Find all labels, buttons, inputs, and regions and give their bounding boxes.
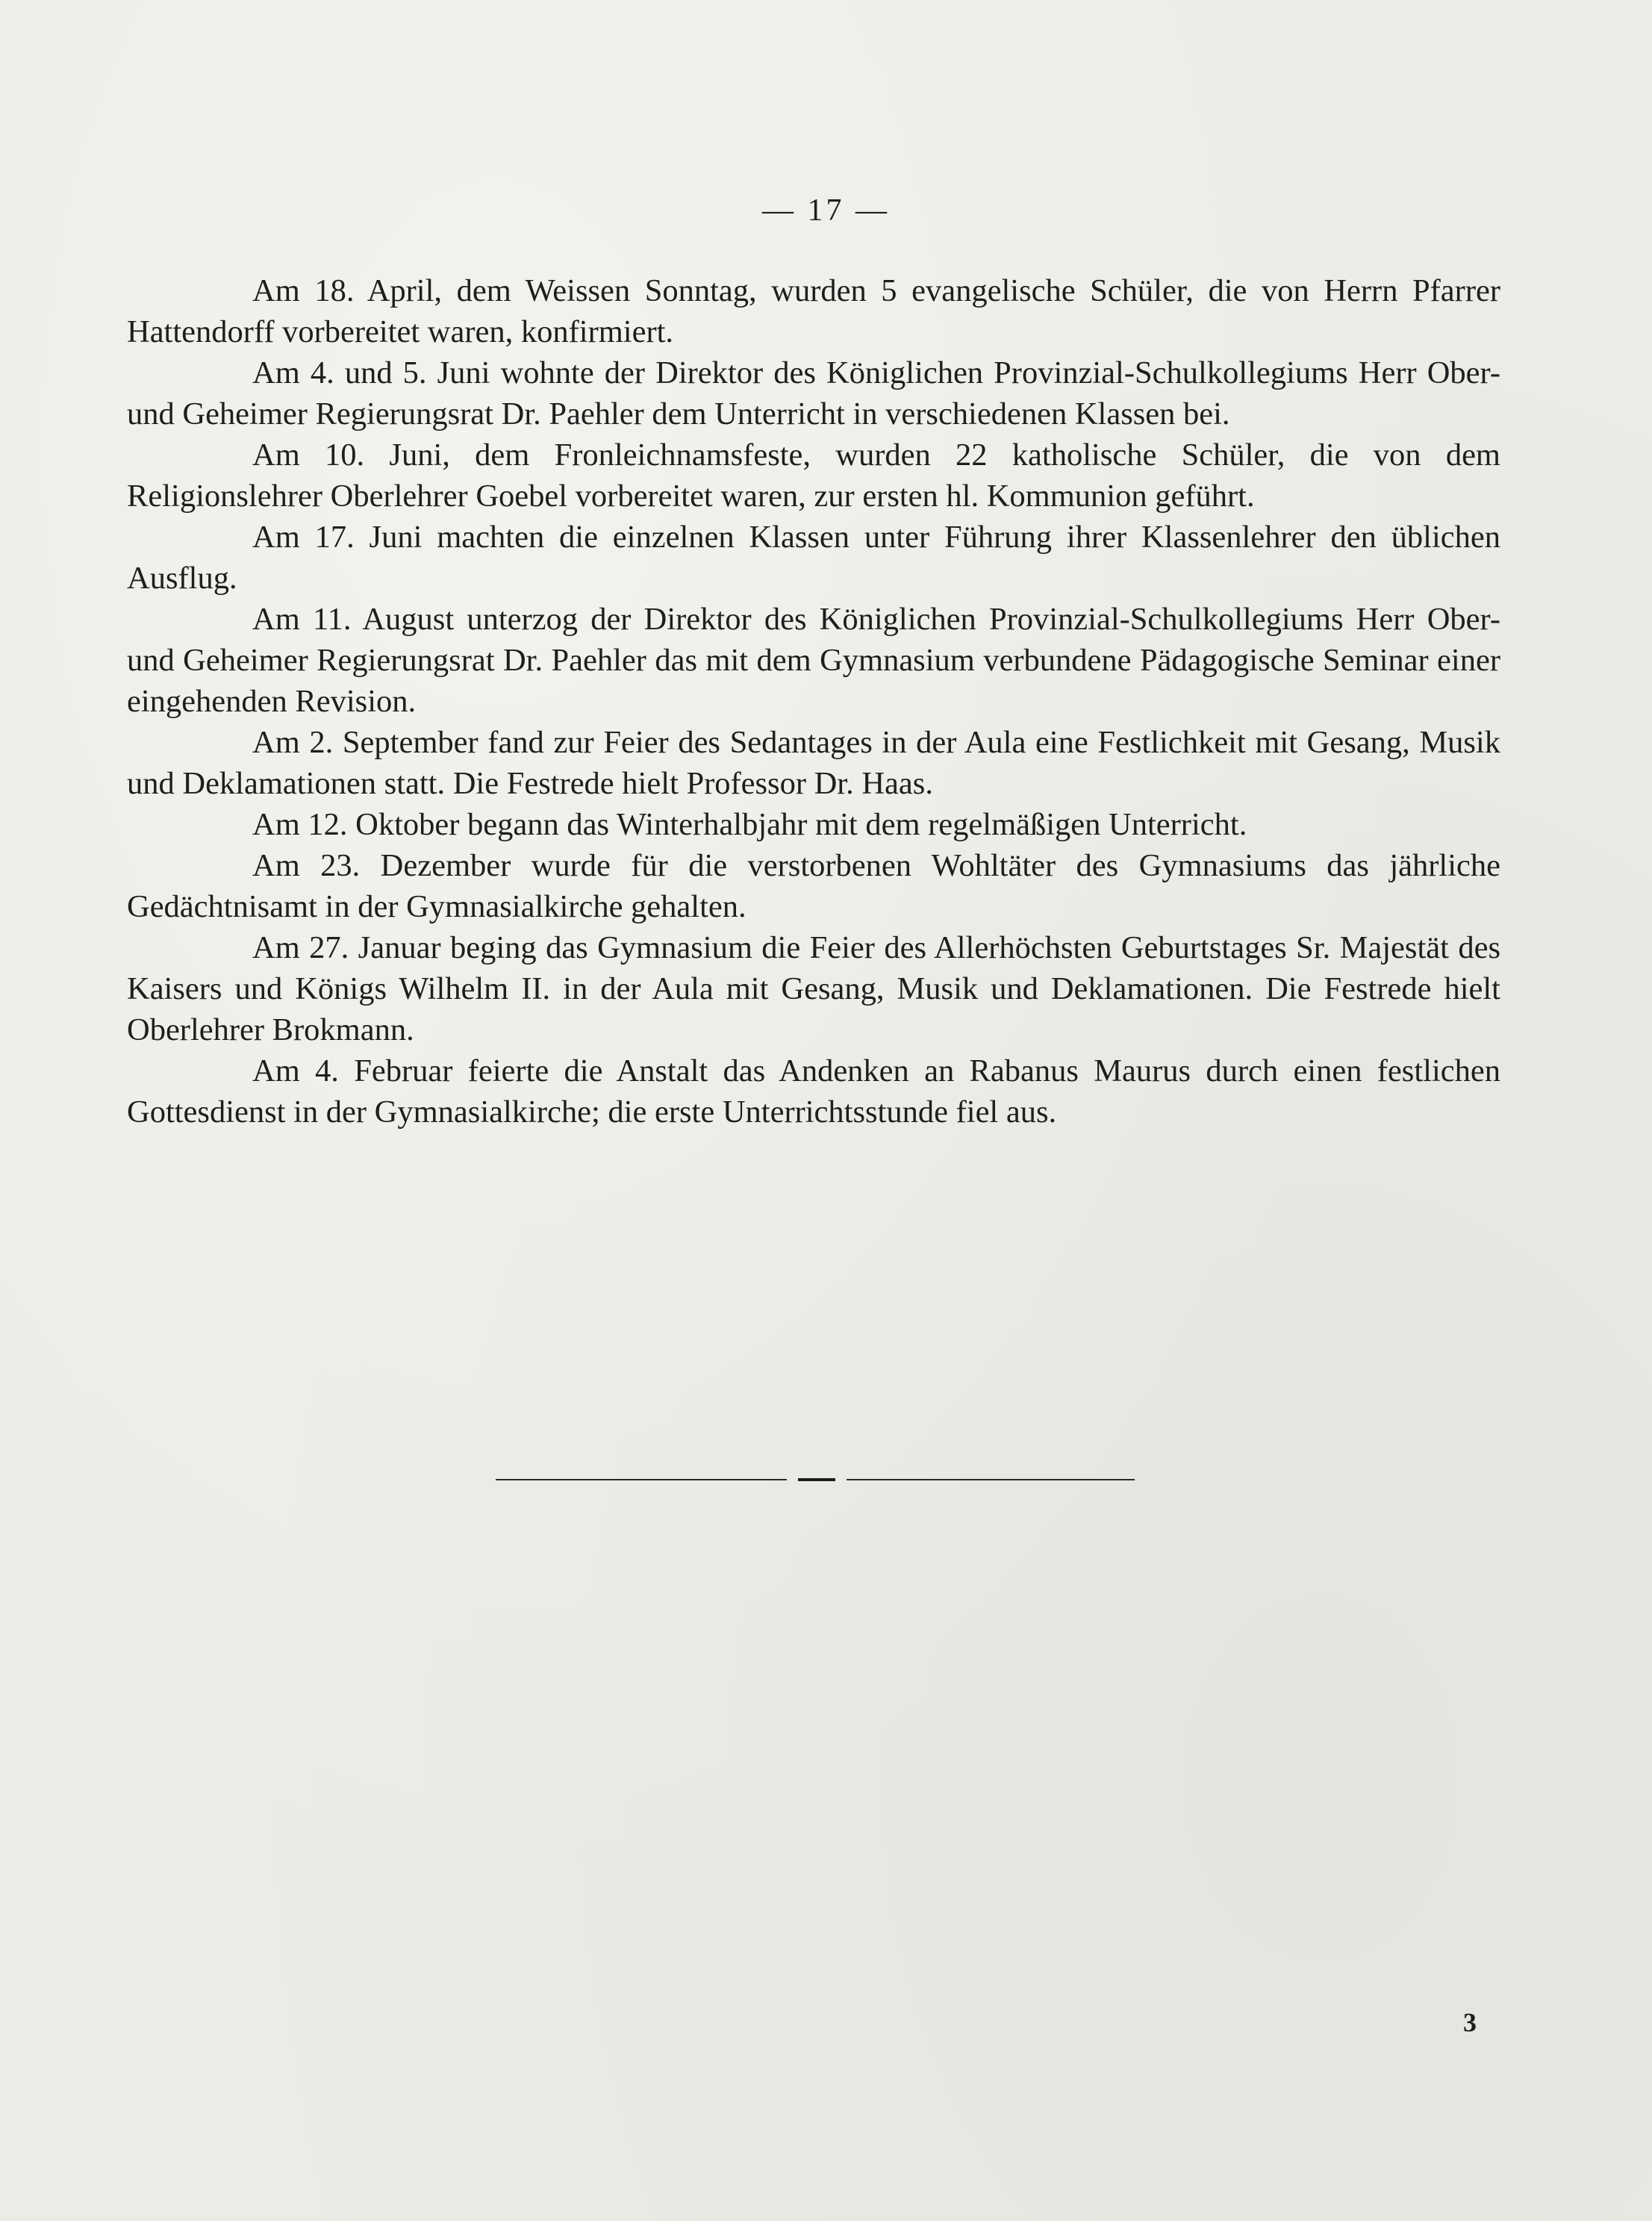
section-divider-rule	[496, 1478, 1135, 1481]
signature-mark: 3	[1463, 2007, 1477, 2037]
paragraph-january-27: Am 27. Januar beging das Gymnasium die Feier des Allerhöchsten Geburtstages Sr. Majestät des Kaisers und Königs Wilhelm II. in der Aula mit Gesang, Musik und Deklamationen. Die Festrede hielt Oberlehrer Brokmann.	[127, 930, 1500, 1047]
paragraph-april-18: Am 18. April, dem Weissen Sonntag, wurden 5 evangelische Schüler, die von Herrn Pfarrer Hattendorff vorbereitet waren, konfirmiert.	[127, 273, 1500, 349]
divider-left-line	[496, 1479, 787, 1480]
paragraph-february-4: Am 4. Februar feierte die Anstalt das Andenken an Rabanus Maurus durch einen festlichen Gottesdienst in der Gymnasialkirche; die erste Unterrichtsstunde fiel aus.	[127, 1053, 1500, 1130]
paragraph-october-12: Am 12. Oktober begann das Winterhalbjahr mit dem regelmäßigen Unterricht.	[252, 807, 1247, 842]
chronicle-text	[127, 270, 1500, 1133]
divider-right-line	[847, 1479, 1135, 1480]
paragraph-june-4-5: Am 4. und 5. Juni wohnte der Direktor des Königlichen Provinzial-Schulkollegiums Herr Ober- und Geheimer Regierungsrat Dr. Paehler dem Unterricht in verschiedenen Klassen bei.	[127, 355, 1500, 432]
paragraph-december-23: Am 23. Dezember wurde für die verstorbenen Wohltäter des Gymnasiums das jährliche Gedächtnisamt in der Gymnasialkirche gehalten.	[127, 848, 1500, 924]
paragraph-june-17: Am 17. Juni machten die einzelnen Klassen unter Führung ihrer Klassenlehrer den üblichen Ausflug.	[127, 520, 1500, 596]
paragraph-september-2: Am 2. September fand zur Feier des Sedantages in der Aula eine Festlichkeit mit Gesang, Musik und Deklamationen statt. Die Festrede hielt Professor Dr. Haas.	[127, 725, 1500, 801]
paragraph-june-10: Am 10. Juni, dem Fronleichnamsfeste, wurden 22 katholische Schüler, die von dem Religionslehrer Oberlehrer Goebel vorbereitet waren, zur ersten hl. Kommunion geführt.	[127, 437, 1500, 514]
paragraph-august-11: Am 11. August unterzog der Direktor des Königlichen Provinzial-Schulkollegiums Herr Ober- und Geheimer Regierungsrat Dr. Paehler das mit dem Gymnasium verbundene Pädagogische Seminar einer eingehenden Revision.	[127, 602, 1500, 719]
page-number-header: — 17 —	[762, 193, 890, 228]
divider-center-mark	[798, 1478, 835, 1481]
